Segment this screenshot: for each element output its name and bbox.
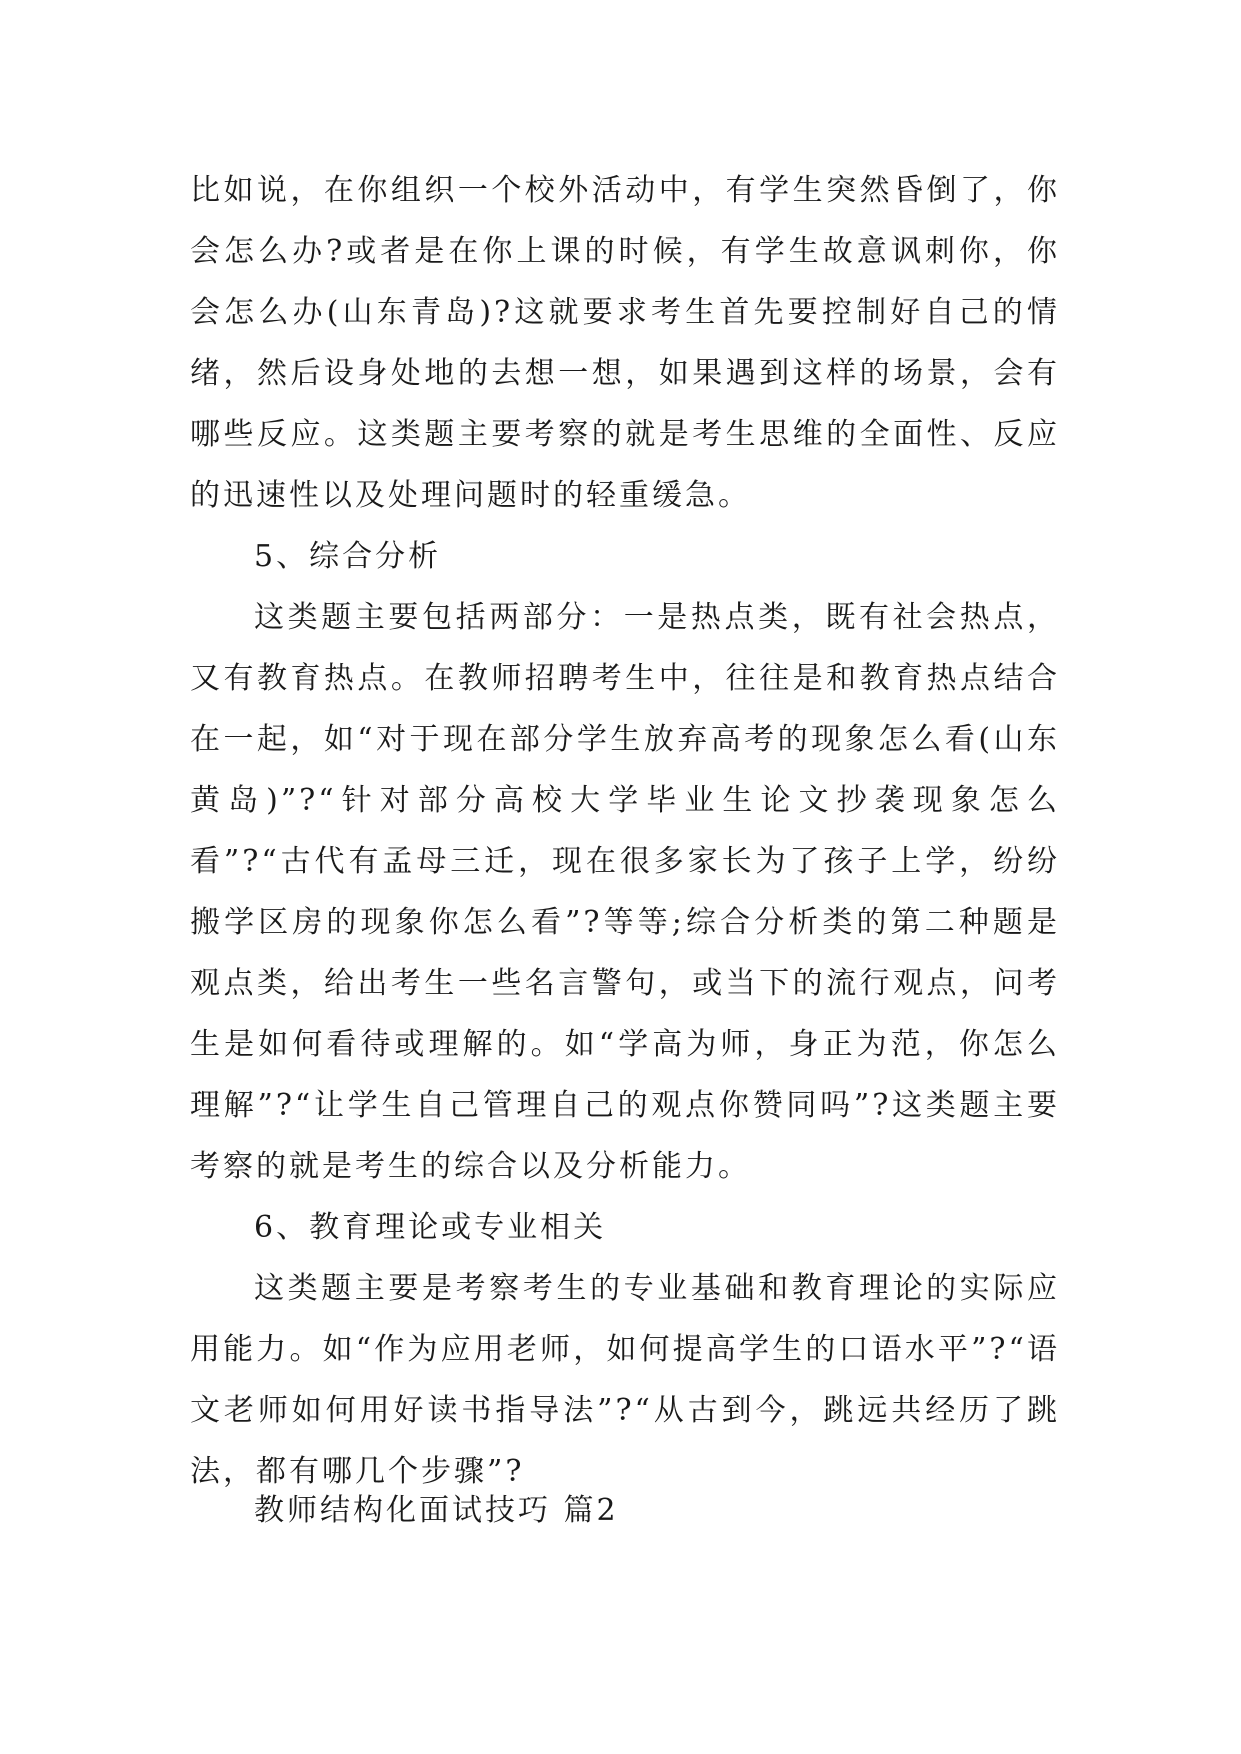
paragraph-comprehensive-analysis: 这类题主要包括两部分：一是热点类，既有社会热点，又有教育热点。在教师招聘考生中，往往是和教育热点结合在一起，如“对于现在部分学生放弃高考的现象怎么看(山东黄岛)”?“针对部分高校大学毕业生论文抄袭现象怎么看”?“古代有孟母三迁，现在很多家长为了孩子上学，纷纷搬学区房的现象你怎么看”?等等;综合分析类的第二种题是观点类，给出考生一些名言警句，或当下的流行观点，问考生是如何看待或理解的。如“学高为师，身正为范，你怎么理解”?“让学生自己管理自己的观点你赞同吗”?这类题主要考察的就是考生的综合以及分析能力。 [190,600,1060,1184]
paragraph-emergency-scenarios: 比如说，在你组织一个校外活动中，有学生突然昏倒了，你会怎么办?或者是在你上课的时候，有学生故意讽刺你，你会怎么办(山东青岛)?这就要求考生首先要控制好自己的情绪，然后设身处地的去想一想，如果遇到这样的场景，会有哪些反应。这类题主要考察的就是考生思维的全面性、反应的迅速性以及处理问题时的轻重缓急。 [190,173,1060,513]
section-title: 教师结构化面试技巧 篇2 [254,1493,619,1528]
document-body [190,160,1060,1502]
heading-comprehensive-analysis: 5、综合分析 [254,539,442,574]
heading-education-theory: 6、教育理论或专业相关 [254,1210,607,1245]
paragraph-education-theory: 这类题主要是考察考生的专业基础和教育理论的实际应用能力。如“作为应用老师，如何提高学生的口语水平”?“语文老师如何用好读书指导法”?“从古到今，跳远共经历了跳法，都有哪几个步骤”? [190,1271,1060,1489]
